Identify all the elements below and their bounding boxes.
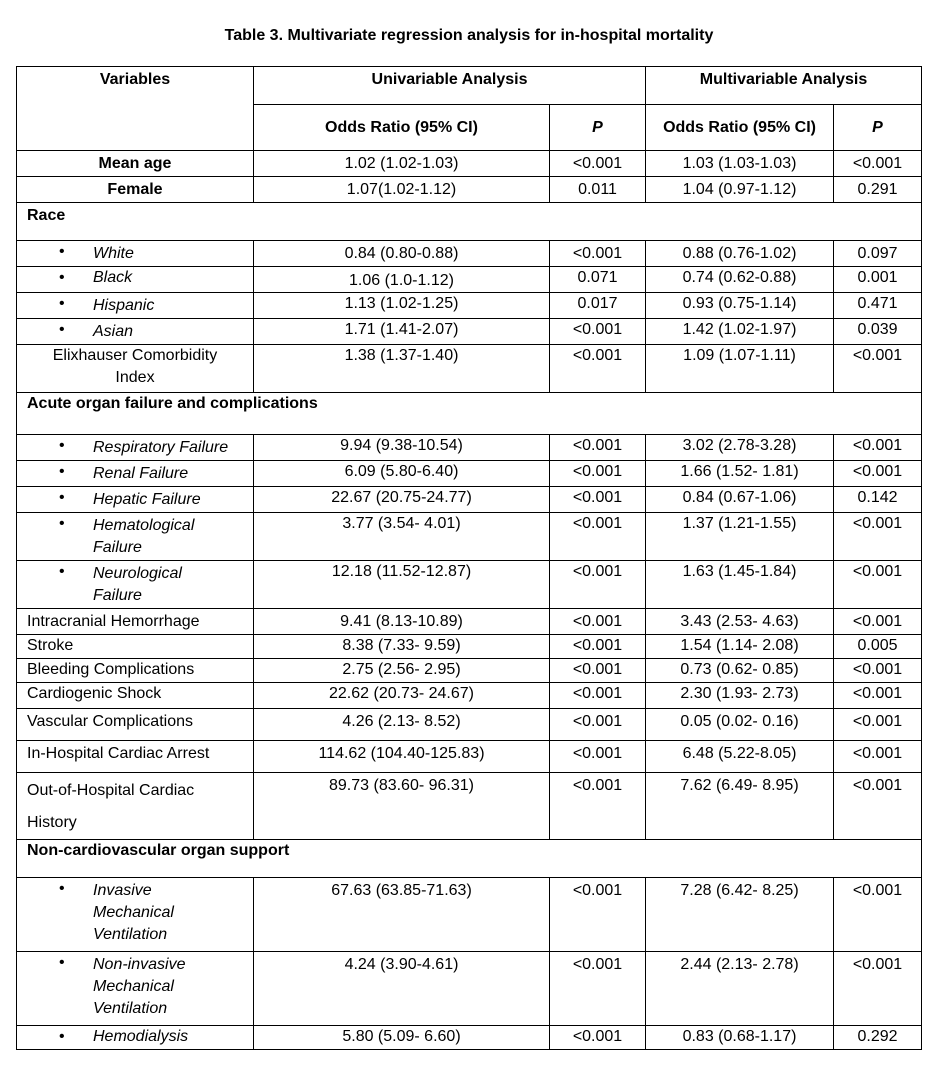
multi-or-cell: 1.37 (1.21-1.55) <box>646 513 834 561</box>
table-row <box>17 635 922 659</box>
uni-p-cell: <0.001 <box>550 345 646 393</box>
row-label: • Hematological Failure <box>17 513 254 561</box>
uni-or-cell: 5.80 (5.09- 6.60) <box>254 1026 550 1050</box>
multi-p-cell: 0.142 <box>834 487 922 513</box>
header-uni-p: P <box>550 105 646 151</box>
uni-or-cell: 22.67 (20.75-24.77) <box>254 487 550 513</box>
bullet-icon: • <box>59 321 65 338</box>
row-label: Out-of-Hospital Cardiac History <box>17 773 254 840</box>
row-label: • Asian <box>17 319 254 345</box>
uni-or-cell: 1.38 (1.37-1.40) <box>254 345 550 393</box>
multi-p-cell: <0.001 <box>834 151 922 177</box>
table-row <box>17 561 922 609</box>
uni-or-cell: 0.84 (0.80-0.88) <box>254 241 550 267</box>
uni-p-cell: <0.001 <box>550 952 646 1026</box>
uni-or-cell: 4.24 (3.90-4.61) <box>254 952 550 1026</box>
uni-p-cell: <0.001 <box>550 683 646 709</box>
table-row <box>17 683 922 709</box>
uni-or-cell: 22.62 (20.73- 24.67) <box>254 683 550 709</box>
row-label: Female <box>17 177 254 203</box>
uni-p-cell: <0.001 <box>550 319 646 345</box>
multi-or-cell: 0.84 (0.67-1.06) <box>646 487 834 513</box>
section-row <box>17 840 922 878</box>
multi-or-cell: 1.66 (1.52- 1.81) <box>646 461 834 487</box>
multi-p-cell: <0.001 <box>834 709 922 741</box>
multi-p-cell: 0.005 <box>834 635 922 659</box>
multi-or-cell: 2.30 (1.93- 2.73) <box>646 683 834 709</box>
uni-p-cell: <0.001 <box>550 635 646 659</box>
uni-or-cell: 9.94 (9.38-10.54) <box>254 435 550 461</box>
uni-or-cell: 9.41 (8.13-10.89) <box>254 609 550 635</box>
uni-or-cell: 67.63 (63.85-71.63) <box>254 878 550 952</box>
multi-p-cell: <0.001 <box>834 741 922 773</box>
bullet-icon: • <box>59 880 65 897</box>
row-label: Mean age <box>17 151 254 177</box>
multi-p-cell: <0.001 <box>834 345 922 393</box>
header-multivariable: Multivariable Analysis <box>646 67 922 105</box>
section-row <box>17 203 922 241</box>
uni-p-cell: <0.001 <box>550 461 646 487</box>
row-label: Cardiogenic Shock <box>17 683 254 709</box>
multi-or-cell: 6.48 (5.22-8.05) <box>646 741 834 773</box>
row-label: Vascular Complications <box>17 709 254 741</box>
multi-or-cell: 1.03 (1.03-1.03) <box>646 151 834 177</box>
uni-or-cell: 8.38 (7.33- 9.59) <box>254 635 550 659</box>
regression-table <box>16 66 922 1050</box>
row-label: • Black <box>17 267 254 293</box>
table-row <box>17 435 922 461</box>
bullet-icon: • <box>59 954 65 971</box>
multi-p-cell: <0.001 <box>834 513 922 561</box>
section-acute: Acute organ failure and complications <box>17 393 922 435</box>
multi-p-cell: <0.001 <box>834 609 922 635</box>
multi-p-cell: <0.001 <box>834 773 922 840</box>
header-multi-or: Odds Ratio (95% CI) <box>646 105 834 151</box>
header-row-1 <box>17 67 922 105</box>
bullet-icon: • <box>59 437 65 454</box>
table-row <box>17 773 922 840</box>
uni-or-cell: 2.75 (2.56- 2.95) <box>254 659 550 683</box>
uni-p-cell: <0.001 <box>550 741 646 773</box>
multi-p-cell: <0.001 <box>834 435 922 461</box>
uni-p-cell: <0.001 <box>550 609 646 635</box>
uni-or-cell: 1.13 (1.02-1.25) <box>254 293 550 319</box>
uni-p-cell: 0.071 <box>550 267 646 293</box>
row-label: • Invasive Mechanical Ventilation <box>17 878 254 952</box>
uni-p-cell: 0.017 <box>550 293 646 319</box>
bullet-icon: • <box>59 515 65 532</box>
multi-p-cell: <0.001 <box>834 561 922 609</box>
table-row <box>17 319 922 345</box>
table-row <box>17 1026 922 1050</box>
row-label: Intracranial Hemorrhage <box>17 609 254 635</box>
multi-or-cell: 7.28 (6.42- 8.25) <box>646 878 834 952</box>
row-label: • White <box>17 241 254 267</box>
row-label: • Neurological Failure <box>17 561 254 609</box>
table-title: Table 3. Multivariate regression analysis for in-hospital mortality <box>224 27 714 44</box>
table-row <box>17 709 922 741</box>
table-row <box>17 241 922 267</box>
multi-or-cell: 3.43 (2.53- 4.63) <box>646 609 834 635</box>
bullet-icon: • <box>59 295 65 312</box>
multi-or-cell: 1.54 (1.14- 2.08) <box>646 635 834 659</box>
table-row <box>17 267 922 293</box>
multi-p-cell: <0.001 <box>834 683 922 709</box>
uni-p-cell: <0.001 <box>550 773 646 840</box>
multi-or-cell: 2.44 (2.13- 2.78) <box>646 952 834 1026</box>
header-multi-p: P <box>834 105 922 151</box>
section-row <box>17 393 922 435</box>
row-label: Elixhauser Comorbidity Index <box>17 345 254 393</box>
bullet-icon: • <box>59 1028 65 1045</box>
multi-p-cell: 0.291 <box>834 177 922 203</box>
row-label: Stroke <box>17 635 254 659</box>
multi-p-cell: 0.292 <box>834 1026 922 1050</box>
multi-p-cell: 0.039 <box>834 319 922 345</box>
uni-or-cell: 1.06 (1.0-1.12) <box>254 267 550 293</box>
bullet-icon: • <box>59 269 65 286</box>
uni-or-cell: 1.71 (1.41-2.07) <box>254 319 550 345</box>
uni-or-cell: 1.07(1.02-1.12) <box>254 177 550 203</box>
multi-or-cell: 0.05 (0.02- 0.16) <box>646 709 834 741</box>
uni-p-cell: <0.001 <box>550 709 646 741</box>
table-row <box>17 177 922 203</box>
bullet-icon: • <box>59 243 65 260</box>
row-label: • Respiratory Failure <box>17 435 254 461</box>
uni-or-cell: 3.77 (3.54- 4.01) <box>254 513 550 561</box>
bullet-icon: • <box>59 563 65 580</box>
multi-p-cell: <0.001 <box>834 952 922 1026</box>
header-univariable: Univariable Analysis <box>254 67 646 105</box>
multi-or-cell: 0.74 (0.62-0.88) <box>646 267 834 293</box>
uni-p-cell: 0.011 <box>550 177 646 203</box>
table-row <box>17 513 922 561</box>
uni-p-cell: <0.001 <box>550 487 646 513</box>
multi-or-cell: 0.88 (0.76-1.02) <box>646 241 834 267</box>
bullet-icon: • <box>59 463 65 480</box>
table-row <box>17 659 922 683</box>
multi-or-cell: 3.02 (2.78-3.28) <box>646 435 834 461</box>
multi-or-cell: 7.62 (6.49- 8.95) <box>646 773 834 840</box>
table-row <box>17 878 922 952</box>
multi-or-cell: 1.63 (1.45-1.84) <box>646 561 834 609</box>
table-row <box>17 151 922 177</box>
table-row <box>17 345 922 393</box>
multi-or-cell: 1.09 (1.07-1.11) <box>646 345 834 393</box>
uni-or-cell: 6.09 (5.80-6.40) <box>254 461 550 487</box>
table-row <box>17 952 922 1026</box>
multi-p-cell: 0.471 <box>834 293 922 319</box>
multi-p-cell: 0.001 <box>834 267 922 293</box>
multi-p-cell: <0.001 <box>834 659 922 683</box>
multi-p-cell: <0.001 <box>834 878 922 952</box>
uni-p-cell: <0.001 <box>550 878 646 952</box>
uni-or-cell: 114.62 (104.40-125.83) <box>254 741 550 773</box>
row-label: In-Hospital Cardiac Arrest <box>17 741 254 773</box>
table-row <box>17 741 922 773</box>
uni-or-cell: 4.26 (2.13- 8.52) <box>254 709 550 741</box>
bullet-icon: • <box>59 489 65 506</box>
row-label: • Hepatic Failure <box>17 487 254 513</box>
multi-or-cell: 1.42 (1.02-1.97) <box>646 319 834 345</box>
multi-p-cell: 0.097 <box>834 241 922 267</box>
uni-or-cell: 1.02 (1.02-1.03) <box>254 151 550 177</box>
section-noncardio: Non-cardiovascular organ support <box>17 840 922 878</box>
section-race: Race <box>17 203 922 241</box>
multi-or-cell: 0.93 (0.75-1.14) <box>646 293 834 319</box>
row-label: Bleeding Complications <box>17 659 254 683</box>
table-row <box>17 487 922 513</box>
table-row <box>17 461 922 487</box>
row-label: • Hemodialysis <box>17 1026 254 1050</box>
multi-or-cell: 0.83 (0.68-1.17) <box>646 1026 834 1050</box>
multi-or-cell: 0.73 (0.62- 0.85) <box>646 659 834 683</box>
row-label: • Renal Failure <box>17 461 254 487</box>
uni-p-cell: <0.001 <box>550 1026 646 1050</box>
multi-or-cell: 1.04 (0.97-1.12) <box>646 177 834 203</box>
table-row <box>17 609 922 635</box>
uni-p-cell: <0.001 <box>550 513 646 561</box>
uni-or-cell: 89.73 (83.60- 96.31) <box>254 773 550 840</box>
row-label: • Non-invasive Mechanical Ventilation <box>17 952 254 1026</box>
header-uni-or: Odds Ratio (95% CI) <box>254 105 550 151</box>
table-row <box>17 293 922 319</box>
row-label: • Hispanic <box>17 293 254 319</box>
uni-p-cell: <0.001 <box>550 435 646 461</box>
header-variables: Variables <box>17 67 254 151</box>
uni-p-cell: <0.001 <box>550 151 646 177</box>
uni-p-cell: <0.001 <box>550 561 646 609</box>
uni-p-cell: <0.001 <box>550 241 646 267</box>
uni-or-cell: 12.18 (11.52-12.87) <box>254 561 550 609</box>
multi-p-cell: <0.001 <box>834 461 922 487</box>
uni-p-cell: <0.001 <box>550 659 646 683</box>
